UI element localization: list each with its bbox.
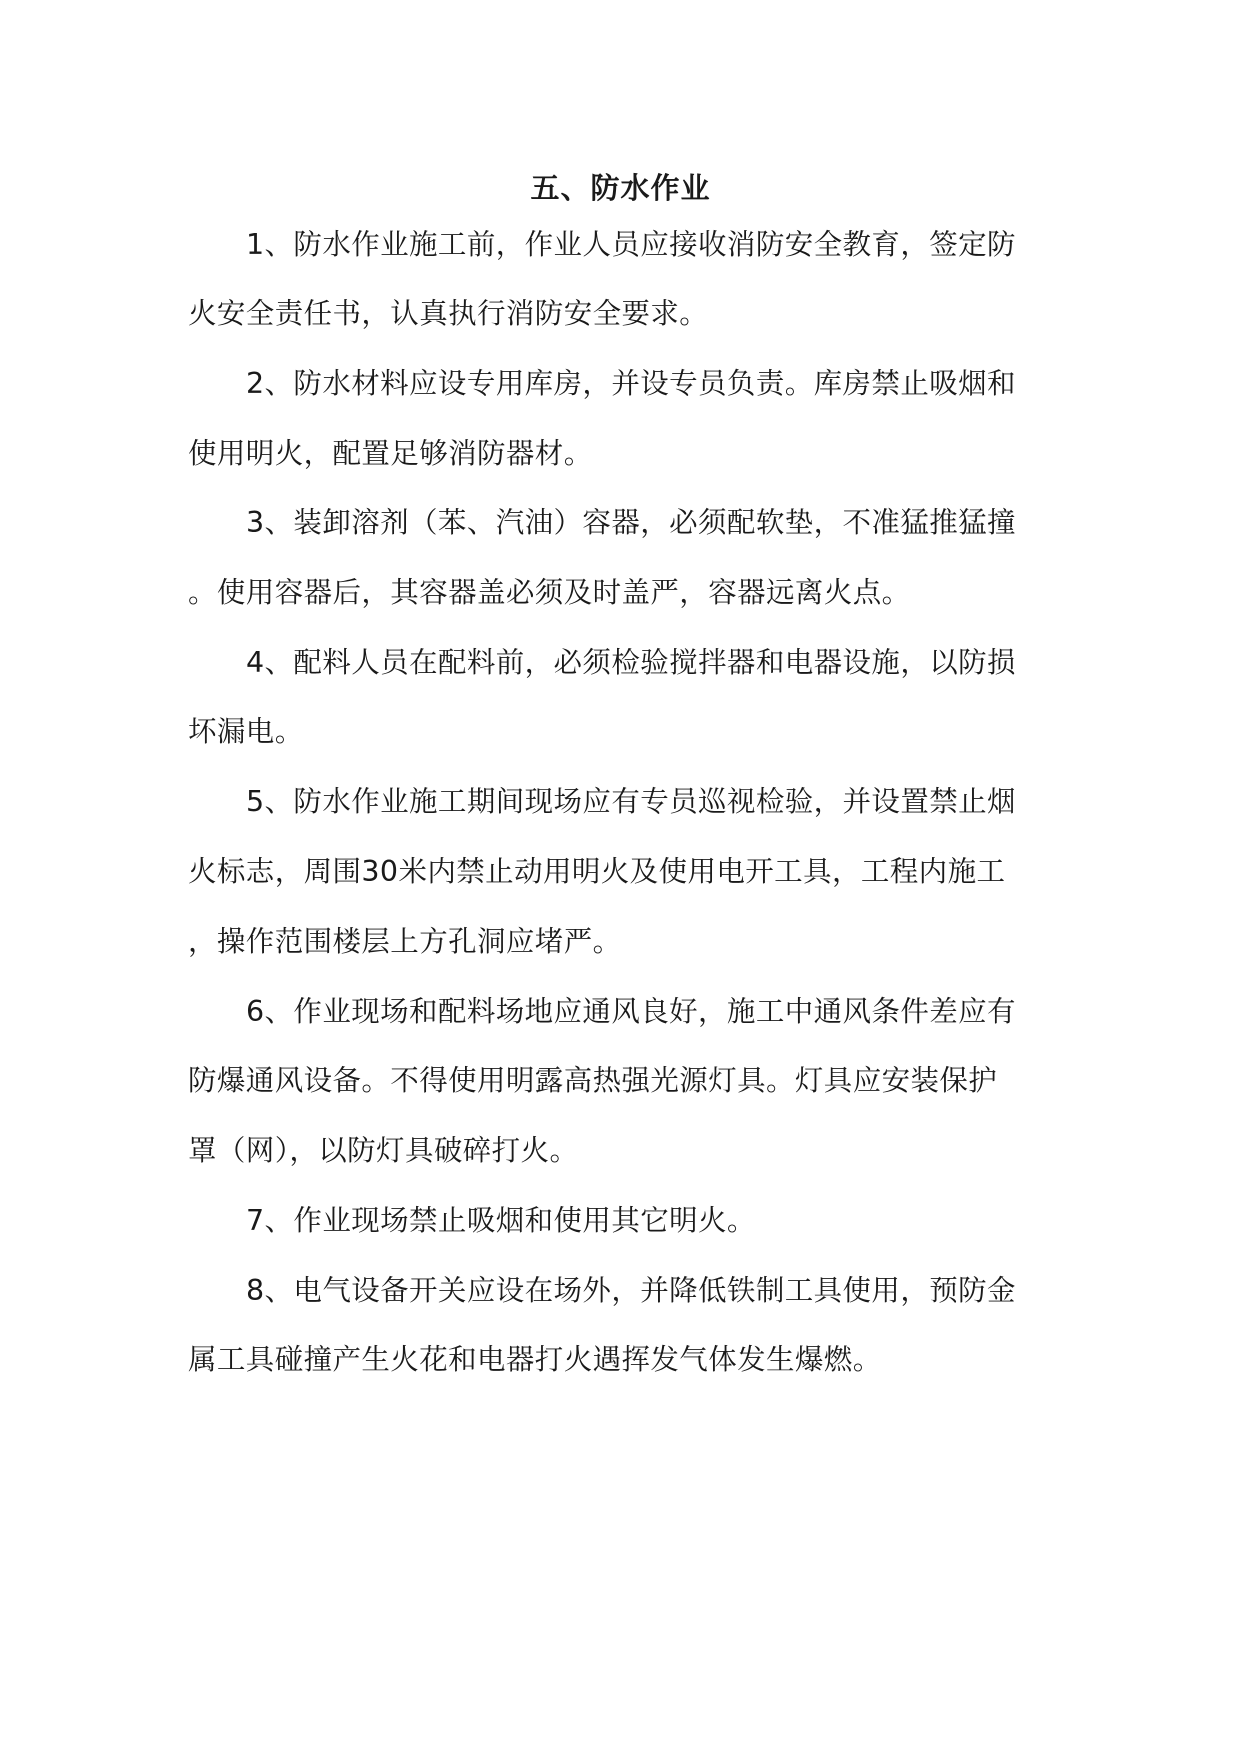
item-8-line-1: 8、电气设备开关应设在场外，并降低铁制工具使用，预防金 (246, 1274, 1016, 1307)
item-5-line-2: 火标志，周围30米内禁止动用明火及使用电开工具，工程内施工 (188, 855, 1006, 888)
item-1-line-2: 火安全责任书，认真执行消防安全要求。 (188, 297, 709, 330)
page-title: 五、防水作业 (530, 171, 711, 205)
item-2-line-1: 2、防水材料应设专用库房，并设专员负责。库房禁止吸烟和 (246, 367, 1016, 400)
item-3-line-1: 3、装卸溶剂（苯、汽油）容器，必须配软垫，不准猛推猛撞 (246, 506, 1016, 539)
item-4-line-1: 4、配料人员在配料前，必须检验搅拌器和电器设施，以防损 (246, 646, 1016, 679)
item-2-line-2: 使用明火，配置足够消防器材。 (188, 437, 593, 470)
item-4-line-2: 坏漏电。 (188, 715, 304, 748)
item-7-line-1: 7、作业现场禁止吸烟和使用其它明火。 (246, 1204, 756, 1237)
item-6-line-3: 罩（网），以防灯具破碎打火。 (188, 1134, 579, 1167)
item-5-line-3: ，操作范围楼层上方孔洞应堵严。 (188, 925, 622, 958)
item-3-line-2: 。使用容器后，其容器盖必须及时盖严，容器远离火点。 (188, 576, 911, 609)
item-1-line-1: 1、防水作业施工前，作业人员应接收消防安全教育，签定防 (246, 228, 1016, 261)
item-8-line-2: 属工具碰撞产生火花和电器打火遇挥发气体发生爆燃。 (188, 1343, 882, 1376)
item-5-line-1: 5、防水作业施工期间现场应有专员巡视检验，并设置禁止烟 (246, 785, 1016, 818)
item-6-line-2: 防爆通风设备。不得使用明露高热强光源灯具。灯具应安装保护 (188, 1064, 998, 1097)
item-6-line-1: 6、作业现场和配料场地应通风良好，施工中通风条件差应有 (246, 995, 1016, 1028)
